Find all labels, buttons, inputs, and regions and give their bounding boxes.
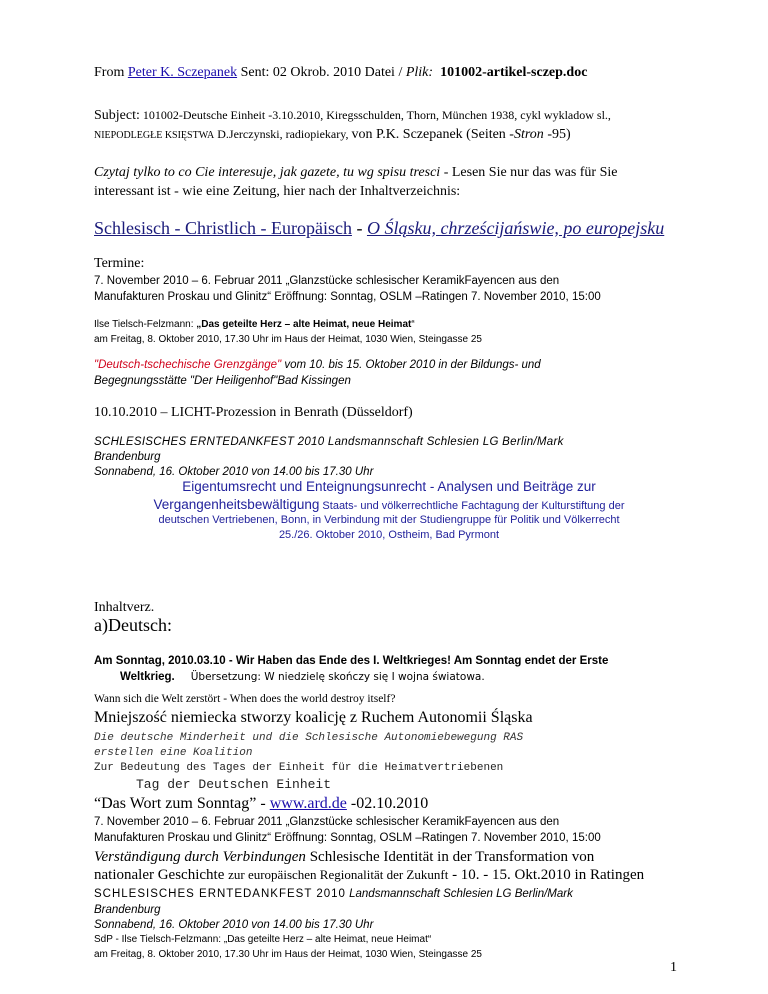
termin-6-line-1: Eigentumsrecht und Enteignungsunrecht - Analysen und Beiträge zur — [182, 479, 596, 494]
termin-5-line-1: SCHLESISCHES ERNTEDANKFEST 2010 Landsmannschaft Schlesien LG Berlin/Mark — [94, 436, 564, 448]
termin-3-rest: vom 10. bis 15. Oktober 2010 in der Bildungs- und — [281, 359, 541, 371]
termin-3-line-1 — [94, 360, 541, 372]
termin-2-title: „Das geteilte Herz – alte Heimat, neue Heimat — [196, 319, 412, 330]
subject-author: von P.K. Sczepanek (Seiten - — [351, 127, 514, 142]
termin-5-line-3: Sonnabend, 16. Oktober 2010 von 14.00 bis 17.30 Uhr — [94, 466, 374, 478]
toc-entry-1-weltkrieg: Weltkrieg. — [120, 671, 175, 683]
termin-1-line-2: Manufakturen Proskau und Glinitz“ Eröffnung: Sonntag, OSLM –Ratingen 7. November 2010, 15:00 — [94, 291, 601, 303]
toc-entry-8-line-2[interactable]: Manufakturen Proskau und Glinitz“ Eröffnung: Sonntag, OSLM –Ratingen 7. November 2010, 15:00 — [94, 832, 601, 844]
toc-entry-11-line-1[interactable]: SdP - Ilse Tielsch-Felzmann: „Das geteilte Herz – alte Heimat, neue Heimat“ — [94, 934, 432, 945]
termin-2-line-2: am Freitag, 8. Oktober 2010, 17.30 Uhr im Haus der Heimat, 1030 Wien, Steingasse 25 — [94, 334, 482, 345]
toc-entry-11-line-2[interactable]: am Freitag, 8. Oktober 2010, 17.30 Uhr im Haus der Heimat, 1030 Wien, Steingasse 25 — [94, 949, 482, 960]
intro-line-1 — [94, 166, 617, 180]
from-line — [94, 66, 587, 80]
intro-italic: Czytaj tylko to co Cie interesuje, jak gazete, tu wg spisu tresci — [94, 165, 441, 180]
banner-heading — [94, 219, 664, 237]
termin-6-line-3: deutschen Vertriebenen, Bonn, in Verbindung mit der Studiengruppe für Politik und Völkerrecht — [158, 514, 620, 526]
toc-entry-10-caps: SCHLESISCHES ERNTEDANKFEST 2010 — [94, 888, 346, 900]
subject-pages: -95) — [543, 127, 571, 142]
toc-entry-1-translation: Übersetzung: W niedzielę skończy się I wojna światowa. — [190, 671, 485, 683]
termin-3-line-2: Begegnungsstätte "Der Heiligenhof"Bad Kissingen — [94, 375, 351, 387]
termin-3-red: "Deutsch-tschechische Grenzgänge" — [94, 359, 282, 371]
termin-2-name: Ilse Tielsch-Felzmann: — [94, 319, 197, 330]
page-number: 1 — [670, 960, 677, 975]
banner-dash: - — [351, 218, 367, 238]
subject-text-1: 101002-Deutsche Einheit -3.10.2010, Kiregsschulden, Thorn, München 1938, cykl wykladow sl., — [139, 108, 611, 122]
toc-entry-6[interactable]: Tag der Deutschen Einheit — [136, 777, 332, 792]
toc-entry-7-date: -02.10.2010 — [346, 795, 429, 812]
termin-5-line-2: Brandenburg — [94, 451, 161, 463]
toc-entry-9-a: nationaler Geschichte — [94, 867, 229, 883]
author-link[interactable]: Peter K. Sczepanek — [127, 65, 238, 80]
toc-entry-1-line-2[interactable] — [94, 672, 485, 684]
toc-entry-9-line-2[interactable] — [94, 868, 644, 883]
filename: 101002-artikel-sczep.doc — [440, 65, 588, 80]
termin-6-subtitle: Staats- und völkerrechtliche Fachtagung der Kulturstiftung der — [319, 500, 625, 512]
termin-6-line-2 — [94, 497, 684, 513]
subject-line-1 — [94, 109, 611, 123]
subject-stron: Stron — [513, 127, 544, 142]
banner-right: O Śląsku, chrześcijańswie, po europejsku — [366, 218, 665, 238]
toc-entry-9-c: - 10. - 15. Okt.2010 in Ratingen — [448, 867, 645, 883]
toc-entry-7-title: “Das Wort zum Sonntag” - — [94, 795, 270, 812]
subject-line-2 — [94, 128, 571, 142]
toc-entry-10-line-2[interactable]: Brandenburg — [94, 904, 161, 916]
subject-caps: NIEPODLEGŁE KSIĘSTWA — [94, 130, 215, 141]
toc-entry-1-line-1[interactable]: Am Sonntag, 2010.03.10 - Wir Haben das Ende des I. Weltkrieges! Am Sonntag endet der Erste — [94, 655, 609, 667]
termin-6-line-4: 25./26. Oktober 2010, Ostheim, Bad Pyrmont — [278, 529, 500, 541]
subject-label: Subject: — [94, 108, 140, 123]
termin-2-end: “ — [411, 319, 415, 330]
subject-text-2: D.Jerczynski, radiopiekary, — [214, 127, 352, 141]
termin-6-heading-b: Vergangenheitsbewältigung — [153, 497, 320, 512]
termin-4: 10.10.2010 – LICHT-Prozession in Benrath (Düsseldorf) — [94, 405, 413, 420]
intro-line-2: interessant ist - wie eine Zeitung, hier nach der Inhaltverzeichnis: — [94, 184, 461, 199]
intro-rest: - Lesen Sie nur das was für Sie — [440, 165, 618, 180]
toc-entry-4-line-2[interactable]: erstellen eine Koalition — [94, 747, 253, 759]
sent-text: Sent: 02 Okrob. 2010 Datei / — [237, 65, 406, 80]
plik-label: Plik: — [405, 65, 434, 80]
toc-entry-9-italic: Verständigung durch Verbindungen — [94, 849, 306, 865]
toc-entry-2[interactable]: Wann sich die Welt zerstört - When does the world destroy itself? — [94, 693, 396, 705]
termin-1-line-1: 7. November 2010 – 6. Februar 2011 „Glanzstücke schlesischer KeramikFayencen aus den — [94, 275, 560, 287]
toc-heading: Inhaltverz. — [94, 600, 155, 615]
termin-2-line-1 — [94, 320, 415, 330]
toc-entry-9-line-1[interactable] — [94, 850, 594, 865]
toc-section-deutsch: a)Deutsch: — [94, 615, 172, 635]
toc-entry-3[interactable]: Mniejszość niemiecka stworzy koalicję z Ruchem Autonomii Śląska — [94, 709, 533, 726]
toc-entry-8-line-1[interactable]: 7. November 2010 – 6. Februar 2011 „Glanzstücke schlesischer KeramikFayencen aus den — [94, 816, 560, 828]
termine-heading: Termine: — [94, 256, 145, 271]
toc-entry-9-rest: Schlesische Identität in der Transformation von — [305, 849, 595, 865]
toc-entry-4-line-1[interactable]: Die deutsche Minderheit und die Schlesische Autonomiebewegung RAS — [94, 732, 524, 744]
ard-link[interactable]: www.ard.de — [269, 795, 347, 812]
toc-entry-10-line-3[interactable]: Sonnabend, 16. Oktober 2010 von 14.00 bis 17.30 Uhr — [94, 919, 374, 931]
banner-left: Schlesisch - Christlich - Europäisch — [94, 218, 352, 238]
toc-entry-10-line-1[interactable] — [94, 889, 573, 901]
from-prefix: From — [94, 65, 128, 80]
toc-entry-9-b: zur europäischen Regionalität der Zukunft — [228, 867, 449, 882]
toc-entry-10-rest: Landsmannschaft Schlesien LG Berlin/Mark — [345, 888, 573, 900]
toc-entry-7[interactable] — [94, 796, 428, 812]
toc-entry-5[interactable]: Zur Bedeutung des Tages der Einheit für die Heimatvertriebenen — [94, 762, 504, 774]
